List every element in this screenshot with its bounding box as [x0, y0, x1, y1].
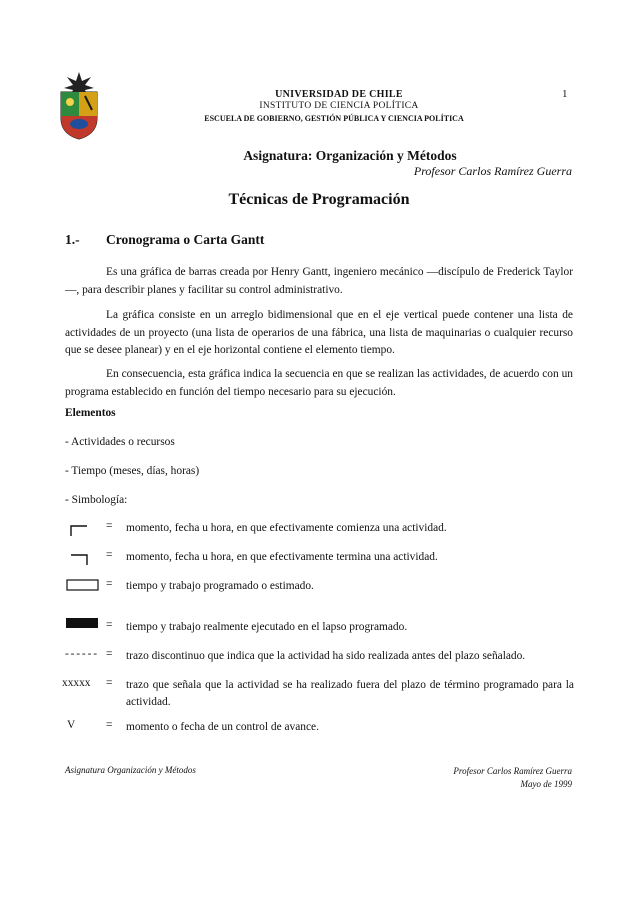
footer-date: Mayo de 1999	[520, 778, 572, 789]
symbol-description: momento, fecha u hora, en que efectivamente comienza una actividad.	[126, 522, 447, 534]
dashed-line-symbol: - - - - - -	[65, 648, 97, 660]
symbol-description: momento o fecha de un control de avance.	[126, 721, 319, 733]
paragraph-1: Es una gráfica de barras creada por Henry Gantt, ingeniero mecánico —discípulo de Frederick Taylor—, para describir planes y facilitar su control administrativo.	[65, 266, 573, 296]
symbol-equals: =	[106, 648, 113, 660]
subject-line: Asignatura: Organización y Métodos	[243, 148, 457, 163]
page-number: 1	[562, 88, 568, 100]
symbol-description: tiempo y trabajo realmente ejecutado en el lapso programado.	[126, 621, 408, 633]
symbol-equals: =	[106, 578, 113, 590]
symbol-equals: =	[106, 719, 113, 731]
v-symbol: V	[67, 719, 76, 731]
document-title: Técnicas de Programación	[228, 191, 410, 208]
university-name: UNIVERSIDAD DE CHILE	[275, 89, 403, 100]
symbol-equals: =	[106, 677, 113, 689]
list-item: - Tiempo (meses, días, horas)	[65, 465, 200, 477]
institute-name: INSTITUTO DE CIENCIA POLÍTICA	[259, 101, 419, 111]
symbol-equals: =	[106, 520, 113, 532]
school-name: ESCUELA DE GOBIERNO, GESTIÓN PÚBLICA Y CIENCIA POLÍTICA	[204, 114, 464, 123]
symbol-equals: =	[106, 619, 113, 631]
section-title: Cronograma o Carta Gantt	[106, 232, 265, 247]
symbol-description: momento, fecha u hora, en que efectivamente termina una actividad.	[126, 551, 438, 563]
symbol-description: trazo que señala que la actividad se ha realizado fuera del plazo de término programado para la actividad.	[126, 679, 574, 708]
paragraph-2: La gráfica consiste en un arreglo bidimensional que en el eje vertical puede contener una lista de actividades de un proyecto (una lista de operarios de una fábrica, una lista de maquinarias o cualquier recurso que se desee planear) y en el eje horizontal contiene el elemento tiempo.	[65, 309, 573, 356]
footer-author	[453, 765, 572, 790]
empty-bar-icon	[65, 576, 101, 596]
start-bracket-icon	[65, 518, 101, 538]
elements-heading: Elementos	[65, 407, 116, 419]
xxxxx-symbol: xxxxx	[62, 677, 91, 689]
end-bracket-icon	[65, 547, 101, 567]
section-number: 1.-	[65, 232, 80, 247]
list-item: - Actividades o recursos	[65, 436, 175, 448]
professor-line: Profesor Carlos Ramírez Guerra	[413, 164, 572, 178]
symbol-description: tiempo y trabajo programado o estimado.	[126, 580, 314, 592]
footer-course: Asignatura Organización y Métodos	[65, 765, 196, 775]
filled-bar-icon	[65, 614, 101, 634]
paragraph-3: En consecuencia, esta gráfica indica la secuencia en que se realizan las actividades, de acuerdo con un programa establecido en función del tiempo necesario para su ejecución.	[65, 368, 573, 398]
footer-professor: Profesor Carlos Ramírez Guerra	[453, 766, 572, 776]
list-item: - Simbología:	[65, 494, 128, 506]
symbol-description: trazo discontinuo que indica que la actividad ha sido realizada antes del plazo señalado.	[126, 650, 526, 662]
symbol-equals: =	[106, 549, 113, 561]
